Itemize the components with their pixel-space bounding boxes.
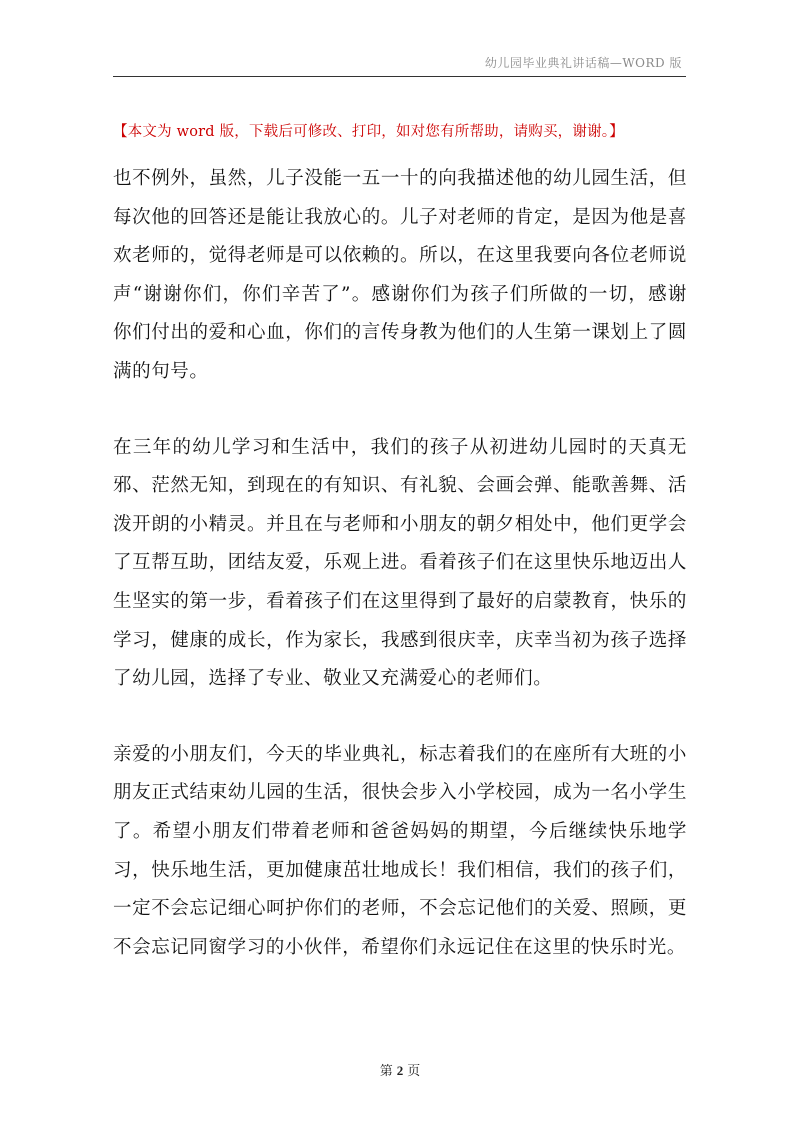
document-body	[113, 160, 687, 967]
page-footer	[0, 1060, 800, 1079]
paragraph-2: 在三年的幼儿学习和生活中，我们的孩子从初进幼儿园时的天真无邪、茫然无知，到现在的有知识、有礼貌、会画会弹、能歌善舞、活泼开朗的小精灵。并且在与老师和小朋友的朝夕相处中，他们更学会了互帮互助，团结友爱，乐观上进。看着孩子们在这里快乐地迈出人生坚实的第一步，看着孩子们在这里得到了最好的启蒙教育，快乐的学习，健康的成长，作为家长，我感到很庆幸，庆幸当初为孩子选择了幼儿园，选择了专业、敬业又充满爱心的老师们。	[113, 436, 687, 690]
page-number: 2	[396, 1063, 404, 1078]
paragraph-3: 亲爱的小朋友们，今天的毕业典礼，标志着我们的在座所有大班的小朋友正式结束幼儿园的生活，很快会步入小学校园，成为一名小学生了。希望小朋友们带着老师和爸爸妈妈的期望，今后继续快乐地学习，快乐地生活，更加健康茁壮地成长！我们相信，我们的孩子们，一定不会忘记细心呵护你们的老师，不会忘记他们的关爱、照顾，更不会忘记同窗学习的小伙伴，希望你们永远记住在这里的快乐时光。	[113, 743, 687, 958]
page-footer-suffix: 页	[407, 1064, 421, 1079]
download-notice: 【本文为 word 版，下载后可修改、打印，如对您有所帮助，请购买，谢谢。】	[113, 124, 624, 140]
header-divider	[113, 76, 686, 77]
paragraph-1: 也不例外，虽然，儿子没能一五一十的向我描述他的幼儿园生活，但每次他的回答还是能让我放心的。儿子对老师的肯定，是因为他是喜欢老师的，觉得老师是可以依赖的。所以，在这里我要向各位老师说声“谢谢你们，你们辛苦了”。感谢你们为孩子们所做的一切，感谢你们付出的爱和心血，你们的言传身教为他们的人生第一课划上了圆满的句号。	[113, 168, 687, 382]
header-title: 幼儿园毕业典礼讲话稿—WORD 版	[484, 56, 682, 70]
page-footer-prefix: 第	[379, 1064, 393, 1079]
